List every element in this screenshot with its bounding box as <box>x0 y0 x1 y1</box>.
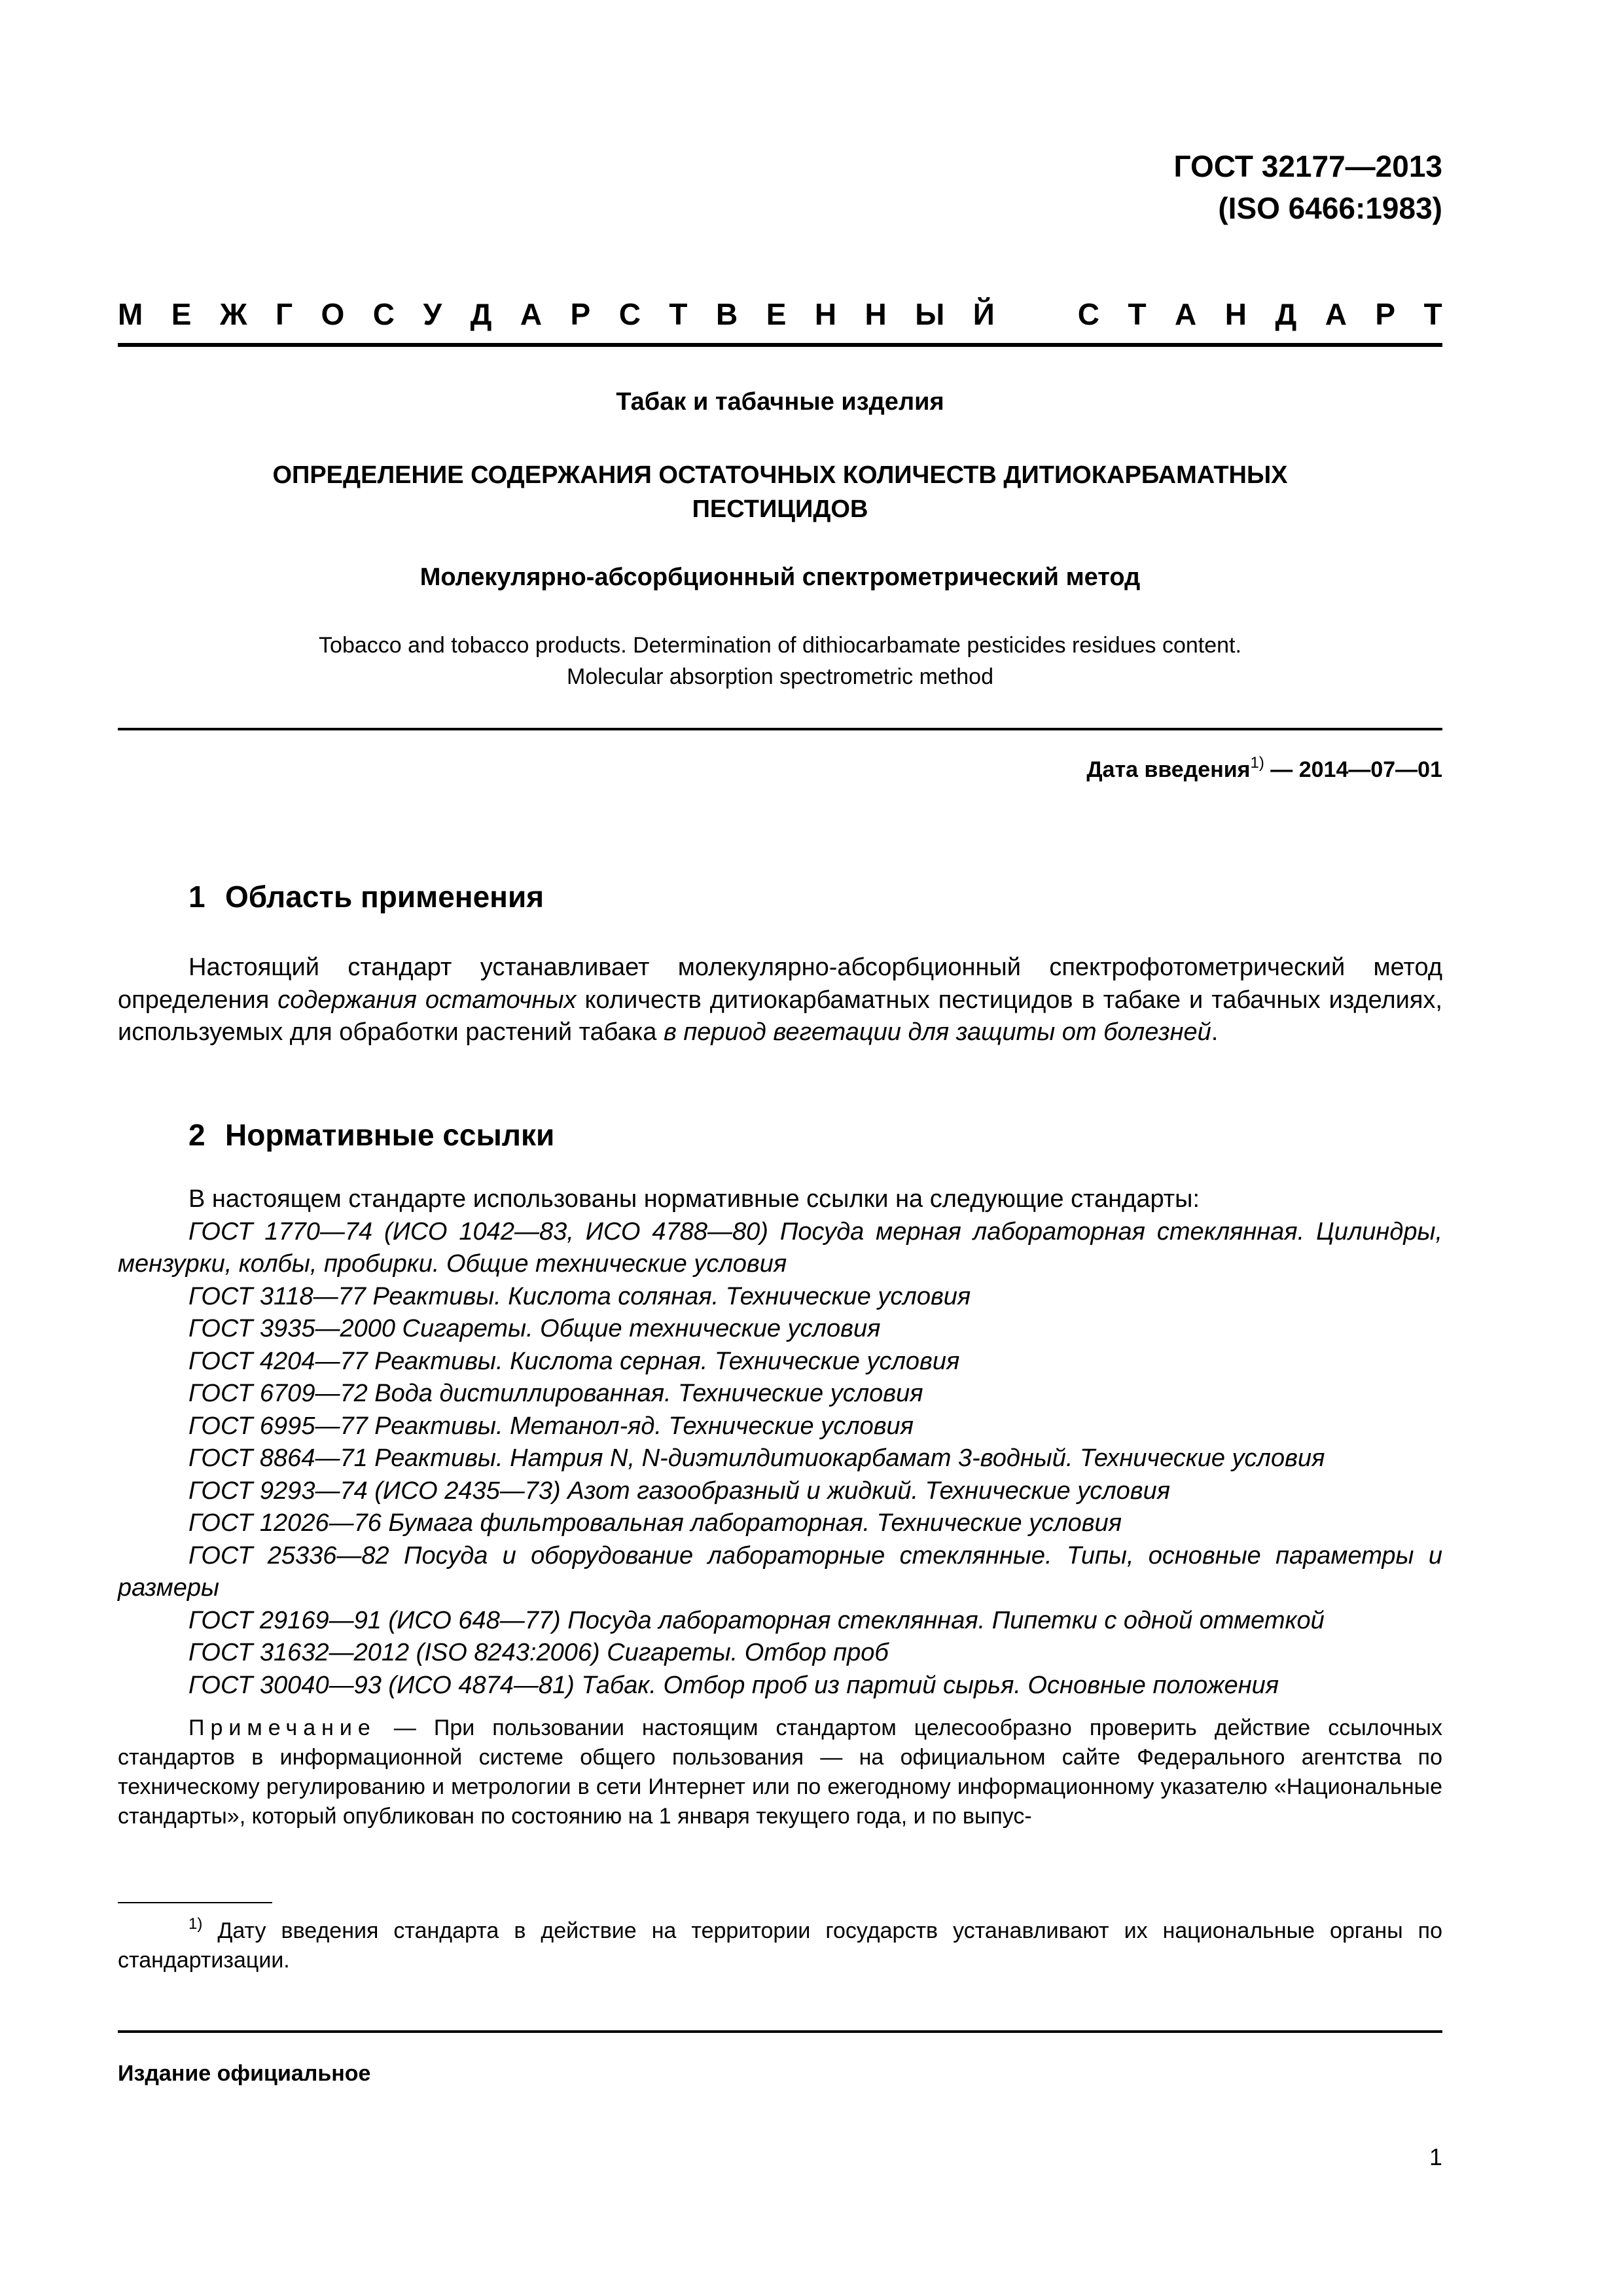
date-label: Дата введения <box>1086 757 1251 782</box>
banner-divider <box>118 343 1442 347</box>
reference-item: ГОСТ 30040—93 (ИСО 4874—81) Табак. Отбор проб из партий сырья. Основные положения <box>188 1671 1279 1699</box>
section-number: 2 <box>188 1118 205 1152</box>
scope-text-italic: в период вегетации для защиты от болезней <box>663 1018 1211 1046</box>
banner-letter: О <box>321 297 345 331</box>
title-english-line: Molecular absorption spectrometric method <box>567 664 993 689</box>
footnote <box>118 1916 1442 1975</box>
title-subject: Табак и табачные изделия <box>616 388 944 416</box>
footnote-text: Дату введения стандарта в действие на территории государств устанавливают их национальные органы по стандартизации. <box>118 1918 1442 1973</box>
section-number: 1 <box>188 880 205 914</box>
section-heading <box>188 1115 554 1155</box>
banner-letter: Т <box>669 297 688 331</box>
document-page <box>118 0 1442 2296</box>
title-english <box>118 630 1442 692</box>
banner-letter: Р <box>570 297 591 331</box>
reference-item: ГОСТ 25336—82 Посуда и оборудование лабораторные стеклянные. Типы, основные параметры и размеры <box>118 1541 1442 1602</box>
scope-text-italic: содержания остаточных <box>277 986 577 1014</box>
title-divider <box>118 728 1442 730</box>
standard-number-block <box>1174 145 1442 229</box>
scope-text: . <box>1211 1018 1219 1046</box>
gost-number: ГОСТ 32177—2013 <box>1173 149 1442 183</box>
scope-text: количеств дитиокарбаматных пестицидов в табаке и табачных изделиях, используемых для обработки растений табака <box>118 986 1442 1046</box>
scope-text: Настоящий стандарт устанавливает молекулярно-абсорбционный спектрофотометрический метод определения <box>118 954 1442 1014</box>
banner-letter: С <box>1077 297 1099 331</box>
banner-letter: Н <box>814 297 837 331</box>
page-number: 1 <box>1429 2144 1442 2170</box>
banner-letter: Е <box>171 297 192 331</box>
date-value: — 2014—07—01 <box>1264 757 1442 782</box>
date-footnote-mark: 1) <box>1250 754 1264 772</box>
footnote-separator <box>118 1902 272 1903</box>
normative-references <box>118 1183 1442 1702</box>
reference-item: ГОСТ 12026—76 Бумага фильтровальная лабораторная. Технические условия <box>188 1509 1122 1537</box>
banner-letter: А <box>520 297 543 331</box>
section-title: Нормативные ссылки <box>225 1118 555 1152</box>
reference-item: ГОСТ 31632—2012 (ISO 8243:2006) Сигареты. Отбор проб <box>188 1639 889 1666</box>
reference-item: ГОСТ 8864—71 Реактивы. Натрия N, N-диэтилдитиокарбамат 3-водный. Технические условия <box>188 1444 1325 1472</box>
references-note <box>118 1713 1442 1831</box>
section-title: Область применения <box>225 880 544 914</box>
banner-letter: С <box>618 297 641 331</box>
banner-letter: Д <box>470 297 492 331</box>
reference-item: ГОСТ 3935—2000 Сигареты. Общие технические условия <box>188 1315 881 1342</box>
banner-letter: Ж <box>219 297 247 331</box>
banner-letter: Н <box>1224 297 1247 331</box>
standard-type-banner <box>118 296 1442 332</box>
title-method: Молекулярно-абсорбционный спектрометрический метод <box>419 564 1141 591</box>
scope-paragraph <box>118 952 1442 1049</box>
reference-item: ГОСТ 3118—77 Реактивы. Кислота соляная. Технические условия <box>188 1282 971 1310</box>
banner-letter: А <box>1325 297 1347 331</box>
banner-letter: М <box>118 297 143 331</box>
official-edition-label: Издание официальное <box>118 2061 371 2086</box>
banner-letter: У <box>423 297 442 331</box>
banner-letter: Р <box>1375 297 1396 331</box>
footer-divider <box>118 2030 1442 2033</box>
banner-letter: Т <box>1423 297 1442 331</box>
title-english-line: Tobacco and tobacco products. Determination of dithiocarbamate pesticides residues content. <box>319 633 1241 658</box>
title-main <box>118 458 1442 526</box>
title-main-line: ПЕСТИЦИДОВ <box>692 495 868 523</box>
references-lead: В настоящем стандарте использованы нормативные ссылки на следующие стандарты: <box>188 1185 1200 1213</box>
banner-letter: С <box>372 297 395 331</box>
note-label: Примечание <box>188 1715 376 1740</box>
reference-item: ГОСТ 29169—91 (ИСО 648—77) Посуда лабораторная стеклянная. Пипетки с одной отметкой <box>188 1606 1325 1634</box>
banner-letter: Т <box>1128 297 1147 331</box>
banner-letter: Г <box>276 297 293 331</box>
reference-item: ГОСТ 1770—74 (ИСО 1042—83, ИСО 4788—80) Посуда мерная лабораторная стеклянная. Цилиндры, мензурки, колбы, пробирки. Общие технические условия <box>118 1217 1442 1278</box>
banner-letter: Н <box>865 297 887 331</box>
iso-number: (ISO 6466:1983) <box>1218 191 1442 225</box>
reference-item: ГОСТ 6995—77 Реактивы. Метанол-яд. Технические условия <box>188 1412 914 1440</box>
introduction-date <box>1086 754 1442 785</box>
note-text: — При пользовании настоящим стандартом целесообразно проверить действие ссылочных стандартов в информационной системе общего пользования — на официальном сайте Федерального агентства по техническому регулированию и метрологии в сети Интернет или по ежегодному информационному указателю «Национальные стандарты», который опубликован по состоянию на 1 января текущего года, и по выпус- <box>118 1715 1442 1829</box>
banner-letter: Й <box>972 297 995 331</box>
banner-letter: Е <box>766 297 787 331</box>
banner-letter: В <box>715 297 738 331</box>
banner-letter: Д <box>1275 297 1297 331</box>
reference-item: ГОСТ 4204—77 Реактивы. Кислота серная. Технические условия <box>188 1347 960 1375</box>
banner-letter: А <box>1175 297 1197 331</box>
title-main-line: ОПРЕДЕЛЕНИЕ СОДЕРЖАНИЯ ОСТАТОЧНЫХ КОЛИЧЕСТВ ДИТИОКАРБАМАТНЫХ <box>272 461 1288 489</box>
footnote-mark: 1) <box>188 1915 203 1933</box>
reference-item: ГОСТ 9293—74 (ИСО 2435—73) Азот газообразный и жидкий. Технические условия <box>188 1477 1171 1505</box>
banner-letter: Ы <box>915 297 945 331</box>
section-heading <box>188 877 544 916</box>
banner-gap <box>1023 296 1049 332</box>
reference-item: ГОСТ 6709—72 Вода дистиллированная. Технические условия <box>188 1380 923 1407</box>
